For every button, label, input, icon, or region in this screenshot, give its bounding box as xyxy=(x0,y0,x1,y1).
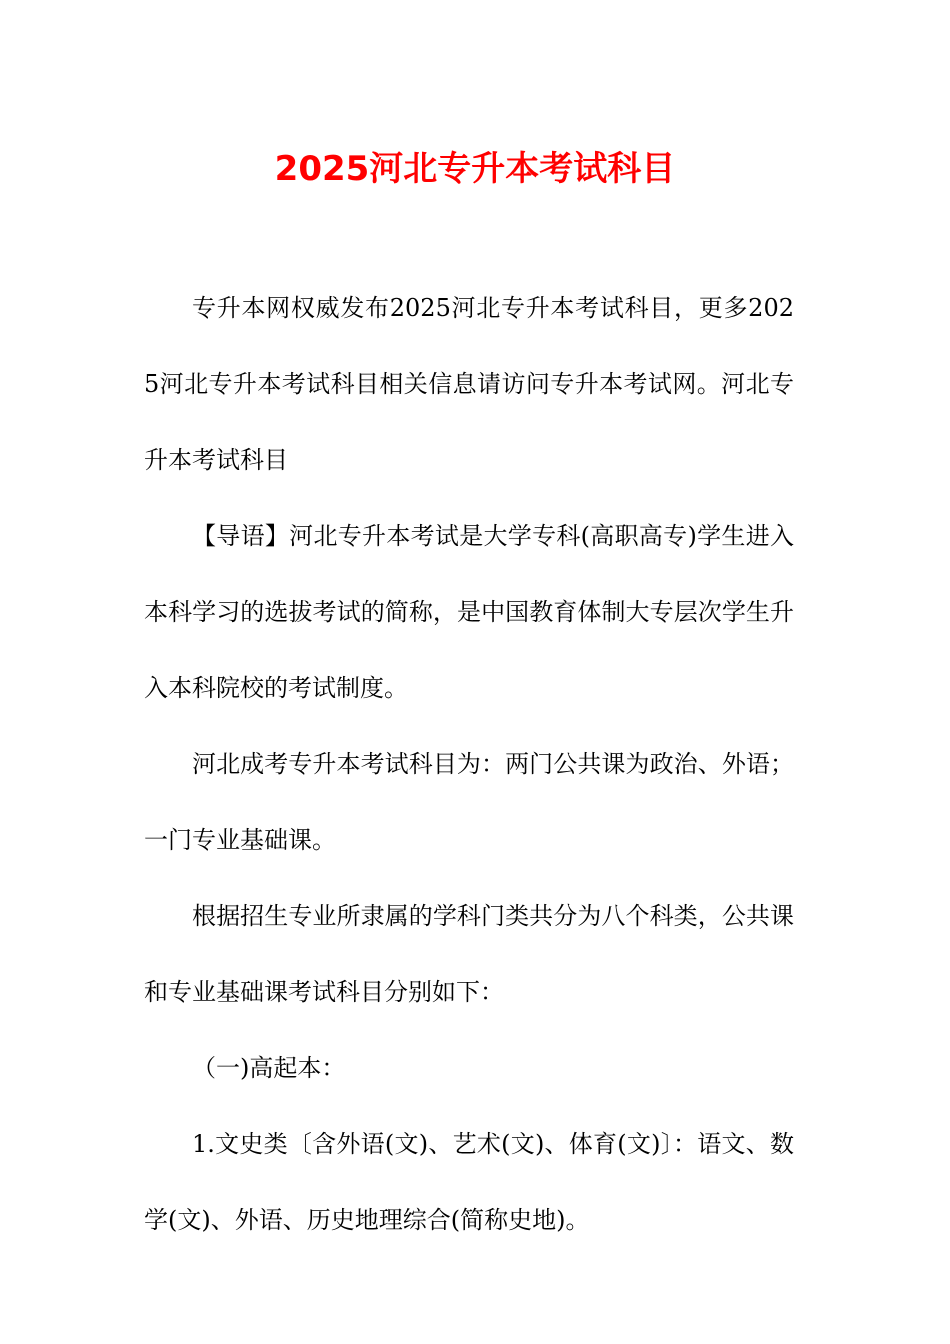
paragraph-subjects: 河北成考专升本考试科目为：两门公共课为政治、外语；一门专业基础课。 xyxy=(144,750,794,854)
document-title: 2025河北专升本考试科目 xyxy=(274,149,676,189)
paragraph-categories: 根据招生专业所隶属的学科门类共分为八个科类，公共课和专业基础课考试科目分别如下： xyxy=(144,902,794,1006)
document-body xyxy=(144,270,794,1258)
paragraph-item-1: 1.文史类〔含外语(文)、艺术(文)、体育(文)〕：语文、数学(文)、外语、历史地理综合(简称史地)。 xyxy=(144,1130,794,1234)
paragraph-section-heading: （一)高起本： xyxy=(192,1054,346,1082)
paragraph-intro: 专升本网权威发布2025河北专升本考试科目，更多2025河北专升本考试科目相关信息请访问专升本考试网。河北专升本考试科目 xyxy=(144,294,794,474)
paragraph-lead: 【导语】河北专升本考试是大学专科(高职高专)学生进入本科学习的选拔考试的简称，是中国教育体制大专层次学生升入本科院校的考试制度。 xyxy=(144,522,794,702)
